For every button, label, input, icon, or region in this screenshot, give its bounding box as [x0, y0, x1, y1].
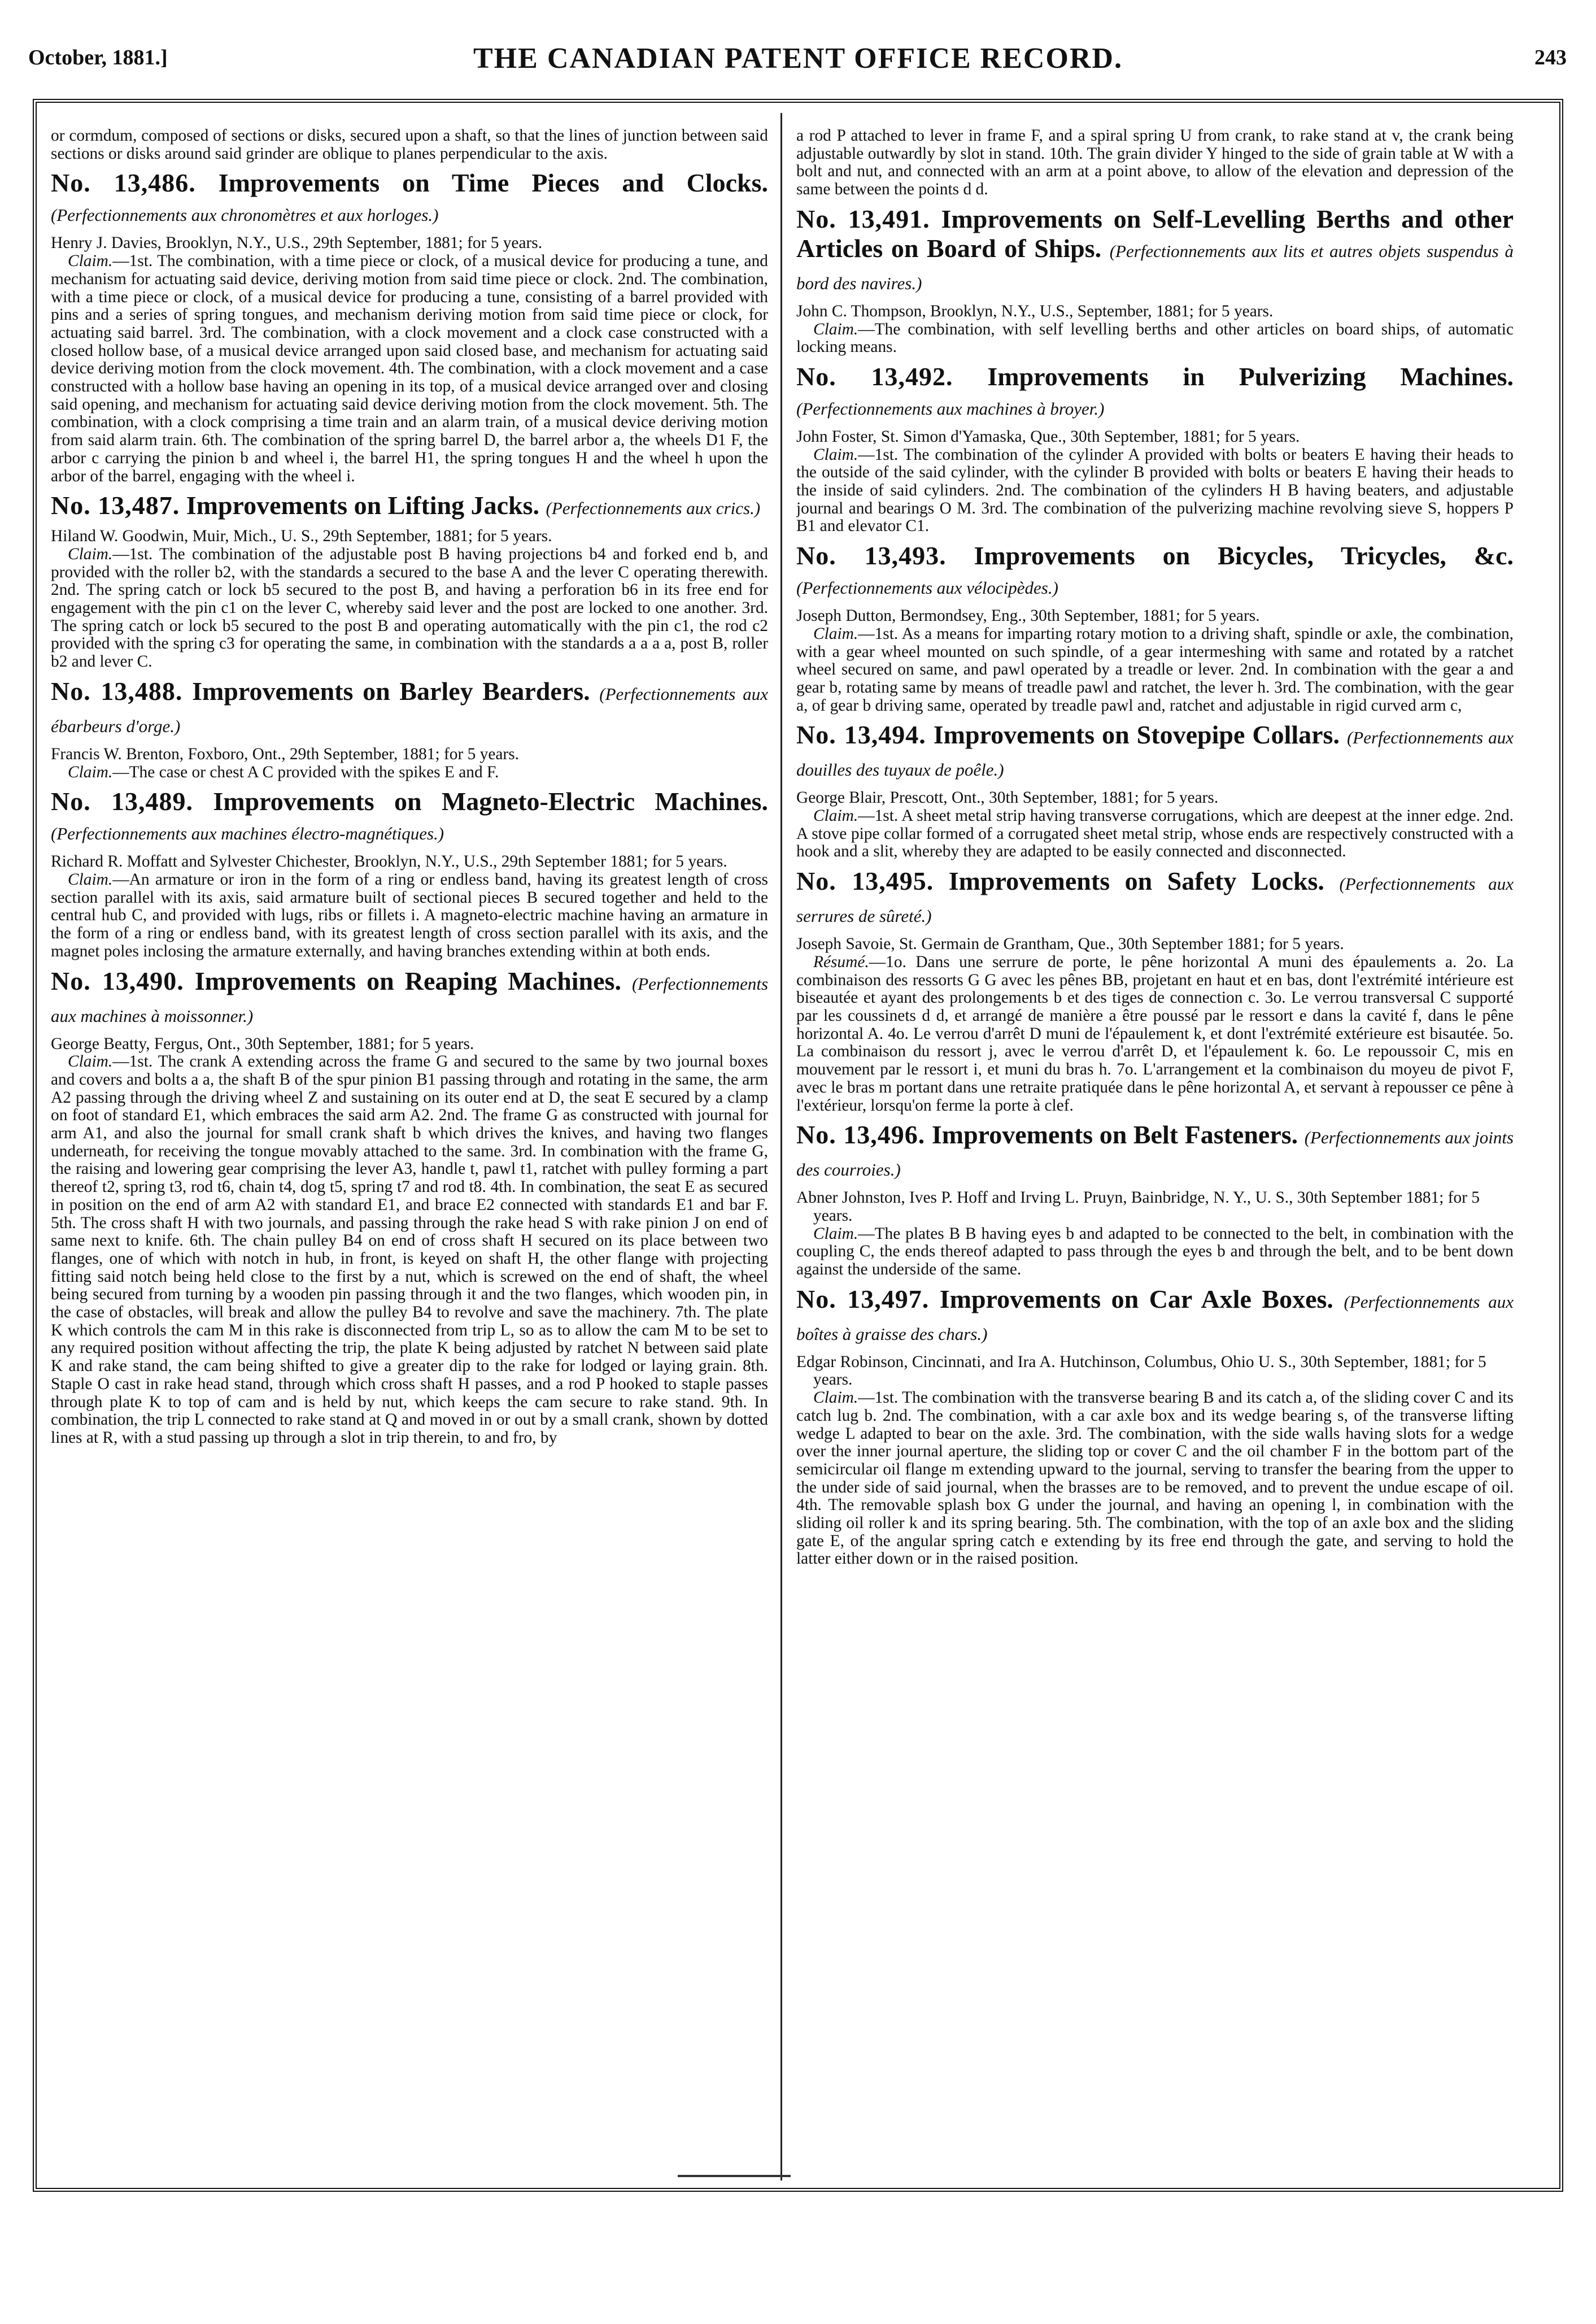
page-header — [23, 40, 1573, 79]
patent-claim — [51, 253, 768, 485]
claim-label: Claim. — [68, 1052, 113, 1071]
claim-text: —1st. A sheet metal strip having transverse corrugations, which are deepest at the inner edge. 2nd. A stove pipe collar formed of a corrugated sheet metal strip, whose ends are respectively constructed with a hook and a slit, whereby they are adapted to be easily connected and disconnected. — [796, 807, 1514, 861]
claim-text: —1st. The combination of the cylinder A provided with bolts or beaters E having their heads to the outside of the said cylinder, with the cylinder B provided with bolts or beaters E having their heads to the inside of said cylinders. 2nd. The combination of the cylinders H B having beaters, and adjustable journal and bearings O M. 3rd. The combination of the pulverizing machine revolving sieve S, hoppers P B1 and elevator C1. — [796, 445, 1514, 536]
claim-text: —The combination, with self levelling berths and other articles on board ships, of automatic locking means. — [796, 320, 1514, 356]
continued-claim-text: a rod P attached to lever in frame F, and a spiral spring U from crank, to rake stand at v, the crank being adjustable outwardly by slot in stand. 10th. The grain divider Y hinged to the side of grain table at W with a bolt and nut, and connected with an arm at a point above, to allow of the elevation and depression of the same between the points d d. — [796, 127, 1514, 199]
patent-entry — [796, 867, 1514, 1115]
patent-inventor: Joseph Savoie, St. Germain de Grantham, Que., 30th September 1881; for 5 years. — [796, 935, 1344, 954]
patent-entry — [796, 1285, 1514, 1568]
claim-label: Claim. — [813, 1224, 858, 1243]
patent-heading — [51, 787, 768, 848]
patent-heading — [51, 967, 768, 1031]
page-number: 243 — [1534, 46, 1567, 69]
claim-text: —An armature or iron in the form of a ring or endless band, having its greatest length of cross section parallel with its axis, said armature built of sectional pieces B secured together and held to the central hub C, and provided with lugs, ribs or fillets i. A magneto-electric machine having an armature in the form of a ring or endless band, with its greatest length of cross section parallel with its axis, and the magnet poles inclosing the armature externally, and having branches extending within at both ends. — [51, 870, 768, 960]
claim-label: Claim. — [68, 870, 113, 889]
patent-claim — [51, 871, 768, 961]
patent-number: No. 13,492. — [796, 362, 953, 391]
patent-inventor: Joseph Dutton, Bermondsey, Eng., 30th September, 1881; for 5 years. — [796, 607, 1260, 625]
patent-inventor: Abner Johnston, Ives P. Hoff and Irving L. Pruyn, Bainbridge, N. Y., U. S., 30th September 1881; for 5 years. — [796, 1189, 1480, 1225]
patent-heading — [51, 491, 768, 523]
patent-french-title: (Perfectionnements aux serrures de sûreté.) — [796, 874, 1514, 926]
patent-french-title: (Perfectionnements aux vélocipèdes.) — [796, 578, 1058, 598]
patent-french-title: (Perfectionnements aux crics.) — [546, 498, 761, 519]
patent-claim — [796, 625, 1514, 715]
patent-number: No. 13,490. — [51, 966, 184, 995]
patent-inventor: Edgar Robinson, Cincinnati, and Ira A. Hutchinson, Columbus, Ohio U. S., 30th September, 1881; for 5 years. — [796, 1352, 1486, 1389]
patent-claim — [51, 1053, 768, 1447]
patent-french-title: (Perfectionnements aux machines à moissonner.) — [51, 973, 768, 1026]
claim-text: —1o. Dans une serrure de porte, le pêne horizontal A muni des épaulements a. 2o. La combinaison des ressorts G G avec les pênes BB, projetant en haut et en bas, dont l'extrémité intérieure est biseautée et ayant des prolongements b et des tiges de connection c. 3o. Le verrou transversal C supporté par les coussinets d d, et arrangé de manière a être poussé par le ressort e dans la cavité f, dans le pêne horizontal A. 4o. Le verrou d'arrêt D muni de l'épaulement k, et dont l'extrémité extérieure est bisautée. 5o. La combinaison du ressort j, avec le verrou d'arrêt D, et l'épaulement k. 6o. Le repoussoir C, mis en mouvement par le ressort i, et muni du bras h. 7o. L'arrangement et la combinaison du moyeu de pivot F, avec le bras m portant dans une retraite pratiquée dans le pêne horizontal A, et servant à repousser ce pêne à l'extérieur, lorsqu'on ferme la porte à clef. — [796, 952, 1514, 1115]
patent-number: No. 13,488. — [51, 676, 183, 706]
patent-inventor: George Blair, Prescott, Ont., 30th September, 1881; for 5 years. — [796, 789, 1219, 807]
patent-number: No. 13,496. — [796, 1120, 926, 1150]
claim-label: Claim. — [68, 763, 113, 781]
patent-entry — [51, 677, 768, 781]
claim-label: Claim. — [813, 320, 858, 338]
claim-label: Claim. — [68, 545, 113, 563]
claim-text: —1st. The combination with the transverse bearing B and its catch a, of the sliding cover C and its catch lug b. 2nd. The combination, with a car axle box and its wedge bearing s, of the transverse lifting wedge L adapted to bear on the axle. 3rd. The combination, with the side walls having slots for a wedge over the inner journal aperture, the sliding top or cover C and the oil chamber F in the bottom part of the semicircular oil flange m extending upward to the journal, serving to transfer the bearing from the upper to the under side of said journal, when the brasses are to be removed, and to prevent the undue escape of oil. 4th. The removable splash box G under the journal, and having an opening l, in combination with the sliding oil roller k and its spring bearing. 5th. The combination, with the top of an axle box and the sliding gate E, of the angular spring catch e extending by its free end through the gate, and serving to hold the latter either down or in the raised position. — [796, 1389, 1514, 1568]
patent-inventor: Francis W. Brenton, Foxboro, Ont., 29th September, 1881; for 5 years. — [51, 745, 520, 763]
patent-title: Improvements on Barley Bearders. — [192, 676, 590, 706]
claim-text: —The case or chest A C provided with the spikes E and F. — [112, 763, 499, 781]
continued-claim-text: or cormdum, composed of sections or disks, secured upon a shaft, so that the lines of junction between said sections or disks around said grinder are oblique to planes perpendicular to the axis. — [51, 127, 768, 163]
patent-entry — [796, 204, 1514, 356]
patent-french-title: (Perfectionnements aux chronomètres et aux horloges.) — [51, 205, 439, 225]
patent-claim — [796, 807, 1514, 861]
patent-heading — [796, 204, 1514, 298]
patent-claim — [796, 954, 1514, 1115]
patent-number: No. 13,493. — [796, 541, 947, 571]
patent-french-title: (Perfectionnements aux machines électro-magnétiques.) — [51, 824, 444, 844]
patent-title: Improvements on Stovepipe Collars. — [933, 720, 1340, 750]
patent-title: Improvements on Belt Fasteners. — [931, 1120, 1298, 1150]
patent-title: Improvements on Time Pieces and Clocks. — [218, 168, 768, 198]
patent-inventor: John C. Thompson, Brooklyn, N.Y., U.S., September, 1881; for 5 years. — [796, 302, 1274, 320]
patent-title: Improvements on Car Axle Boxes. — [939, 1284, 1333, 1313]
patent-number: No. 13,486. — [51, 168, 196, 198]
patent-entry — [51, 168, 768, 485]
patent-inventor: Richard R. Moffatt and Sylvester Chichester, Brooklyn, N.Y., U.S., 29th September 1881; for 5 years. — [51, 852, 727, 871]
patent-claim — [51, 764, 768, 782]
patent-number: No. 13,495. — [796, 867, 934, 896]
patent-heading — [51, 677, 768, 741]
patent-number: No. 13,491. — [796, 204, 930, 233]
patent-title: Improvements on Self-Levelling Berths and other Articles on Board of Ships. — [796, 204, 1514, 263]
patent-title: Improvements in Pulverizing Machines. — [987, 362, 1514, 391]
claim-text: —1st. The combination, with a time piece or clock, of a musical device for producing a tune, and mechanism for actuating said device, deriving motion from said time piece or clock. 2nd. The combination, with a time piece or clock, of a musical device for producing a tune, consisting of a barrel provided with pins and a series of spring tongues, and mechanism deriving motion from said time piece or clock, for actuating said barrel. 3rd. The combination, with a clock movement and a clock case constructed with a closed hollow base, of a musical device arranged upon said closed base, and mechanism for actuating said device deriving motion from the clock movement. 4th. The combination, with a clock movement and a case constructed with a hollow base having an opening in its top, of a musical device arranged over and closing said opening, and mechanism for actuating said device deriving motion from the clock movement. 5th. The combination, with a clock comprising a time train and an alarm train, of a musical device deriving motion from said alarm train. 6th. The combination of the spring barrel D, the barrel arbor a, the wheels D1 F, the arbor c carrying the pinion b and wheel i, the barrel H1, the spring tongues H and the wheel h upon the arbor of the barrel, engaging with the wheel i. — [51, 252, 768, 485]
patent-french-title: (Perfectionnements aux lits et autres objets suspendus à bord des navires.) — [796, 241, 1514, 293]
left-column — [51, 127, 768, 2172]
patent-inventor: John Foster, St. Simon d'Yamaska, Que., 30th September, 1881; for 5 years. — [796, 427, 1300, 446]
patent-entry — [796, 1120, 1514, 1279]
patent-inventor: Henry J. Davies, Brooklyn, N.Y., U.S., 29th September, 1881; for 5 years. — [51, 234, 543, 253]
patent-inventor: Hiland W. Goodwin, Muir, Mich., U. S., 29th September, 1881; for 5 years. — [51, 527, 552, 546]
patent-heading — [796, 362, 1514, 424]
patent-french-title: (Perfectionnements aux joints des courroies.) — [796, 1128, 1514, 1180]
patent-french-title: (Perfectionnements aux boîtes à graisse des chars.) — [796, 1291, 1514, 1344]
patent-heading — [796, 720, 1514, 785]
patent-entry — [796, 362, 1514, 536]
claim-text: —The plates B B having eyes b and adapted to be connected to the belt, in combination with the coupling C, the ends thereof adapted to pass through the eyes b and through the belt, and to be bent down against the underside of the same. — [796, 1224, 1514, 1279]
issue-date: October, 1881.] — [28, 46, 168, 69]
patent-entry — [51, 787, 768, 960]
patent-number: No. 13,489. — [51, 787, 194, 816]
patent-french-title: (Perfectionnements aux douilles des tuyaux de poêle.) — [796, 728, 1514, 780]
patent-inventor: George Beatty, Fergus, Ont., 30th September, 1881; for 5 years. — [51, 1034, 474, 1053]
patent-heading — [796, 1120, 1514, 1185]
patent-number: No. 13,487. — [51, 491, 180, 520]
claim-label: Claim. — [68, 252, 113, 271]
patent-title: Improvements on Reaping Machines. — [194, 966, 621, 995]
patent-entry — [796, 541, 1514, 715]
patent-entry — [796, 720, 1514, 861]
patent-claim — [796, 446, 1514, 536]
patent-title: Improvements on Safety Locks. — [948, 867, 1324, 896]
patent-heading — [796, 1285, 1514, 1349]
claim-text: —1st. The crank A extending across the frame G and secured to the same by two journal boxes and covers and bolts a a, the shaft B of the spur pinion B1 passing through and rotating in the same, the arm A2 passing through the driving wheel Z and sustaining on its outer end at D, the seat E secured by a clamp on foot of standard E1, which embraces the said arm A2. 2nd. The frame G as constructed with journal for arm A1, and also the journal for small crank shaft b which drives the knives, and having two flanges underneath, for receiving the tongue movably attached to the same. 3rd. In combination with the frame G, the raising and lowering gear comprising the lever A3, handle t, pawl t1, ratchet with pulley forming a part thereof t2, spring t3, rod t6, chain t4, dog t5, spring t7 and rod t8. 4th. In combination, the seat E as secured in position on the end of arm A2 with standard E1, and brace E2 connected with standards E1 and bar F. 5th. The cross shaft H with two journals, and passing through the rake head S with rake pinion J on end of same next to knife. 6th. The chain pulley B4 on end of cross shaft H secured on its place between two flanges, one of which with notch in hub, in front, is keyed on shaft H, the other flange with projecting fitting said notch being held close to the first by a nut, which is screwed on the end of shaft, the wheel being secured from turning by a wooden pin passing through it and the two flanges, which wooden pin, in the case of obstacles, will break and allow the pulley B4 to revolve and save the machinery. 7th. The plate K which controls the cam M in this rake is disconnected from trip L, so as to allow the cam M to be set to any required position without affecting the trip, the plate K being adjusted by ratchet N between said plate K and rake stand, the cam being shifted to give a greater dip to the rake for lodged or laying grain. 8th. Staple O cast in rake head stand, through which cross shaft H passes, and a rod P hooked to staple passes through plate K to top of cam and is held by nut, which keeps the cam secure to rake stand. 9th. In combination, the trip L connected to rake stand at Q and moved in or out by a small crank, shown by dotted lines at R, with a stud passing up through a slot in trip therein, to and fro, by — [51, 1052, 768, 1447]
claim-text: —1st. The combination of the adjustable post B having projections b4 and forked end b, and provided with the roller b2, with the standards a secured to the base A and the lever C operating therewith. 2nd. The spring catch or lock b5 secured to the post B, and having a perforation b6 in its free end for engagement with the pin c1 on the lever C, whereby said lever and the post are locked to one another. 3rd. The spring catch or lock b5 secured to the post B and operating automatically with the pin c1, the rod c2 provided with the spring c3 for operating the same, in combination with the standards a a a a, post B, roller b2 and lever C. — [51, 545, 768, 671]
patent-claim — [796, 321, 1514, 356]
patent-number: No. 13,497. — [796, 1284, 930, 1313]
claim-label: Claim. — [813, 624, 858, 643]
patent-heading — [796, 867, 1514, 931]
patent-claim — [51, 546, 768, 671]
patent-claim — [796, 1389, 1514, 1568]
patent-number: No. 13,494. — [796, 720, 926, 750]
publication-title: THE CANADIAN PATENT OFFICE RECORD. — [473, 42, 1123, 75]
patent-title: Improvements on Magneto-Electric Machines. — [213, 787, 768, 816]
right-column — [796, 127, 1514, 2172]
claim-label: Claim. — [813, 445, 858, 464]
patent-title: Improvements on Bicycles, Tricycles, &c. — [974, 541, 1514, 571]
claim-label: Claim. — [813, 1389, 858, 1407]
claim-label: Résumé. — [813, 952, 869, 971]
patent-entry — [51, 967, 768, 1447]
patent-french-title: (Perfectionnements aux machines à broyer.) — [796, 398, 1105, 419]
patent-french-title: (Perfectionnements aux ébarbeurs d'orge.) — [51, 684, 768, 736]
patent-heading — [796, 541, 1514, 603]
claim-text: —1st. As a means for imparting rotary motion to a driving shaft, spindle or axle, the combination, with a gear wheel mounted on such spindle, of a gear intermeshing with same and rotated by a ratchet wheel secured on same, and pawl operated by a treadle or lever. 2nd. In combination with the gear a and gear b, rotating same by means of treadle pawl and ratchet, the lever h. 3rd. The combination, with the gear a, of gear b driving same, operated by treadle pawl and, ratchet and adjustable in rigid curved arm c, — [796, 624, 1514, 715]
end-rule — [678, 2175, 791, 2177]
patent-entry — [51, 491, 768, 671]
patent-title: Improvements on Lifting Jacks. — [186, 491, 540, 520]
claim-label: Claim. — [813, 807, 858, 825]
patent-claim — [796, 1225, 1514, 1279]
patent-heading — [51, 168, 768, 230]
column-divider — [780, 113, 782, 2181]
